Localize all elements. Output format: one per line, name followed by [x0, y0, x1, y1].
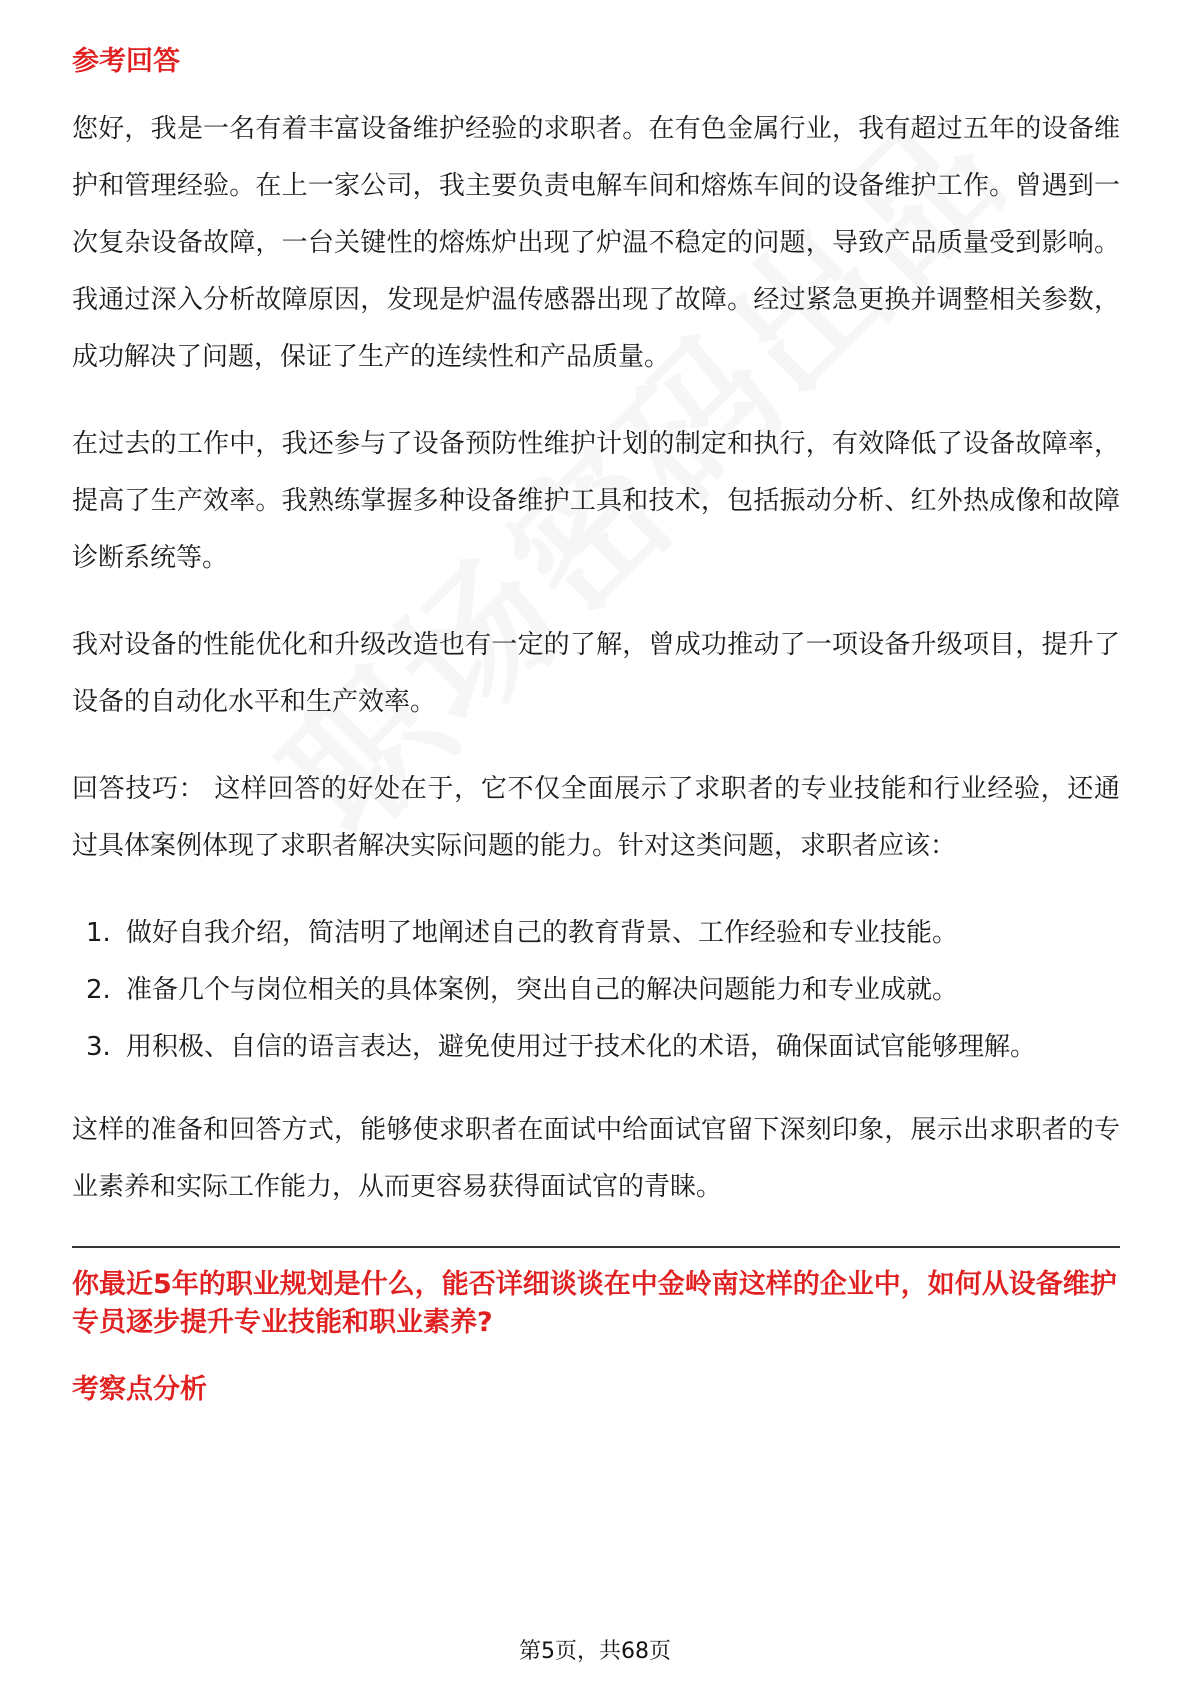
paragraph-3: 我对设备的性能优化和升级改造也有一定的了解，曾成功推动了一项设备升级项目，提升了设备的自动化水平和生产效率。 — [72, 630, 1120, 718]
paragraph-1: 您好，我是一名有着丰富设备维护经验的求职者。在有色金属行业，我有超过五年的设备维护和管理经验。在上一家公司，我主要负责电解车间和熔炼车间的设备维护工作。曾遇到一次复杂设备故障，一台关键性的熔炼炉出现了炉温不稳定的问题，导致产品质量受到影响。我通过深入分析故障原因，发现是炉温传感器出现了故障。经过紧急更换并调整相关参数，成功解决了问题，保证了生产的连续性和产品质量。 — [72, 114, 1120, 373]
analysis-heading: 考察点分析 — [72, 1374, 207, 1406]
document-page — [72, 40, 1120, 1411]
paragraph-2: 在过去的工作中，我还参与了设备预防性维护计划的制定和执行，有效降低了设备故障率，提高了生产效率。我熟练掌握多种设备维护工具和技术，包括振动分析、红外热成像和故障诊断系统等。 — [72, 429, 1120, 574]
list-item — [72, 962, 1120, 1019]
list-number: 1. — [86, 918, 111, 949]
list-item — [72, 1019, 1120, 1076]
list-number: 2. — [86, 975, 111, 1006]
page-footer: 第5页，共68页 — [519, 1639, 671, 1664]
divider — [72, 1246, 1120, 1248]
paragraph-tips-intro: 回答技巧： 这样回答的好处在于，它不仅全面展示了求职者的专业技能和行业经验，还通过具体案例体现了求职者解决实际问题的能力。针对这类问题，求职者应该： — [72, 774, 1120, 862]
list-text: 做好自我介绍，简洁明了地阐述自己的教育背景、工作经验和专业技能。 — [126, 918, 959, 949]
next-question: 你最近5年的职业规划是什么，能否详细谈谈在中金岭南这样的企业中，如何从设备维护专员逐步提升专业技能和职业素养? — [72, 1269, 1117, 1339]
list-text: 准备几个与岗位相关的具体案例，突出自己的解决问题能力和专业成就。 — [126, 975, 959, 1006]
list-text: 用积极、自信的语言表达，避免使用过于技术化的术语，确保面试官能够理解。 — [126, 1032, 1037, 1063]
closing-paragraph: 这样的准备和回答方式，能够使求职者在面试中给面试官留下深刻印象，展示出求职者的专业素养和实际工作能力，从而更容易获得面试官的青睐。 — [72, 1115, 1120, 1203]
list-item — [72, 905, 1120, 962]
list-number: 3. — [86, 1032, 111, 1063]
tips-list — [72, 905, 1120, 1076]
answer-heading: 参考回答 — [72, 46, 180, 77]
